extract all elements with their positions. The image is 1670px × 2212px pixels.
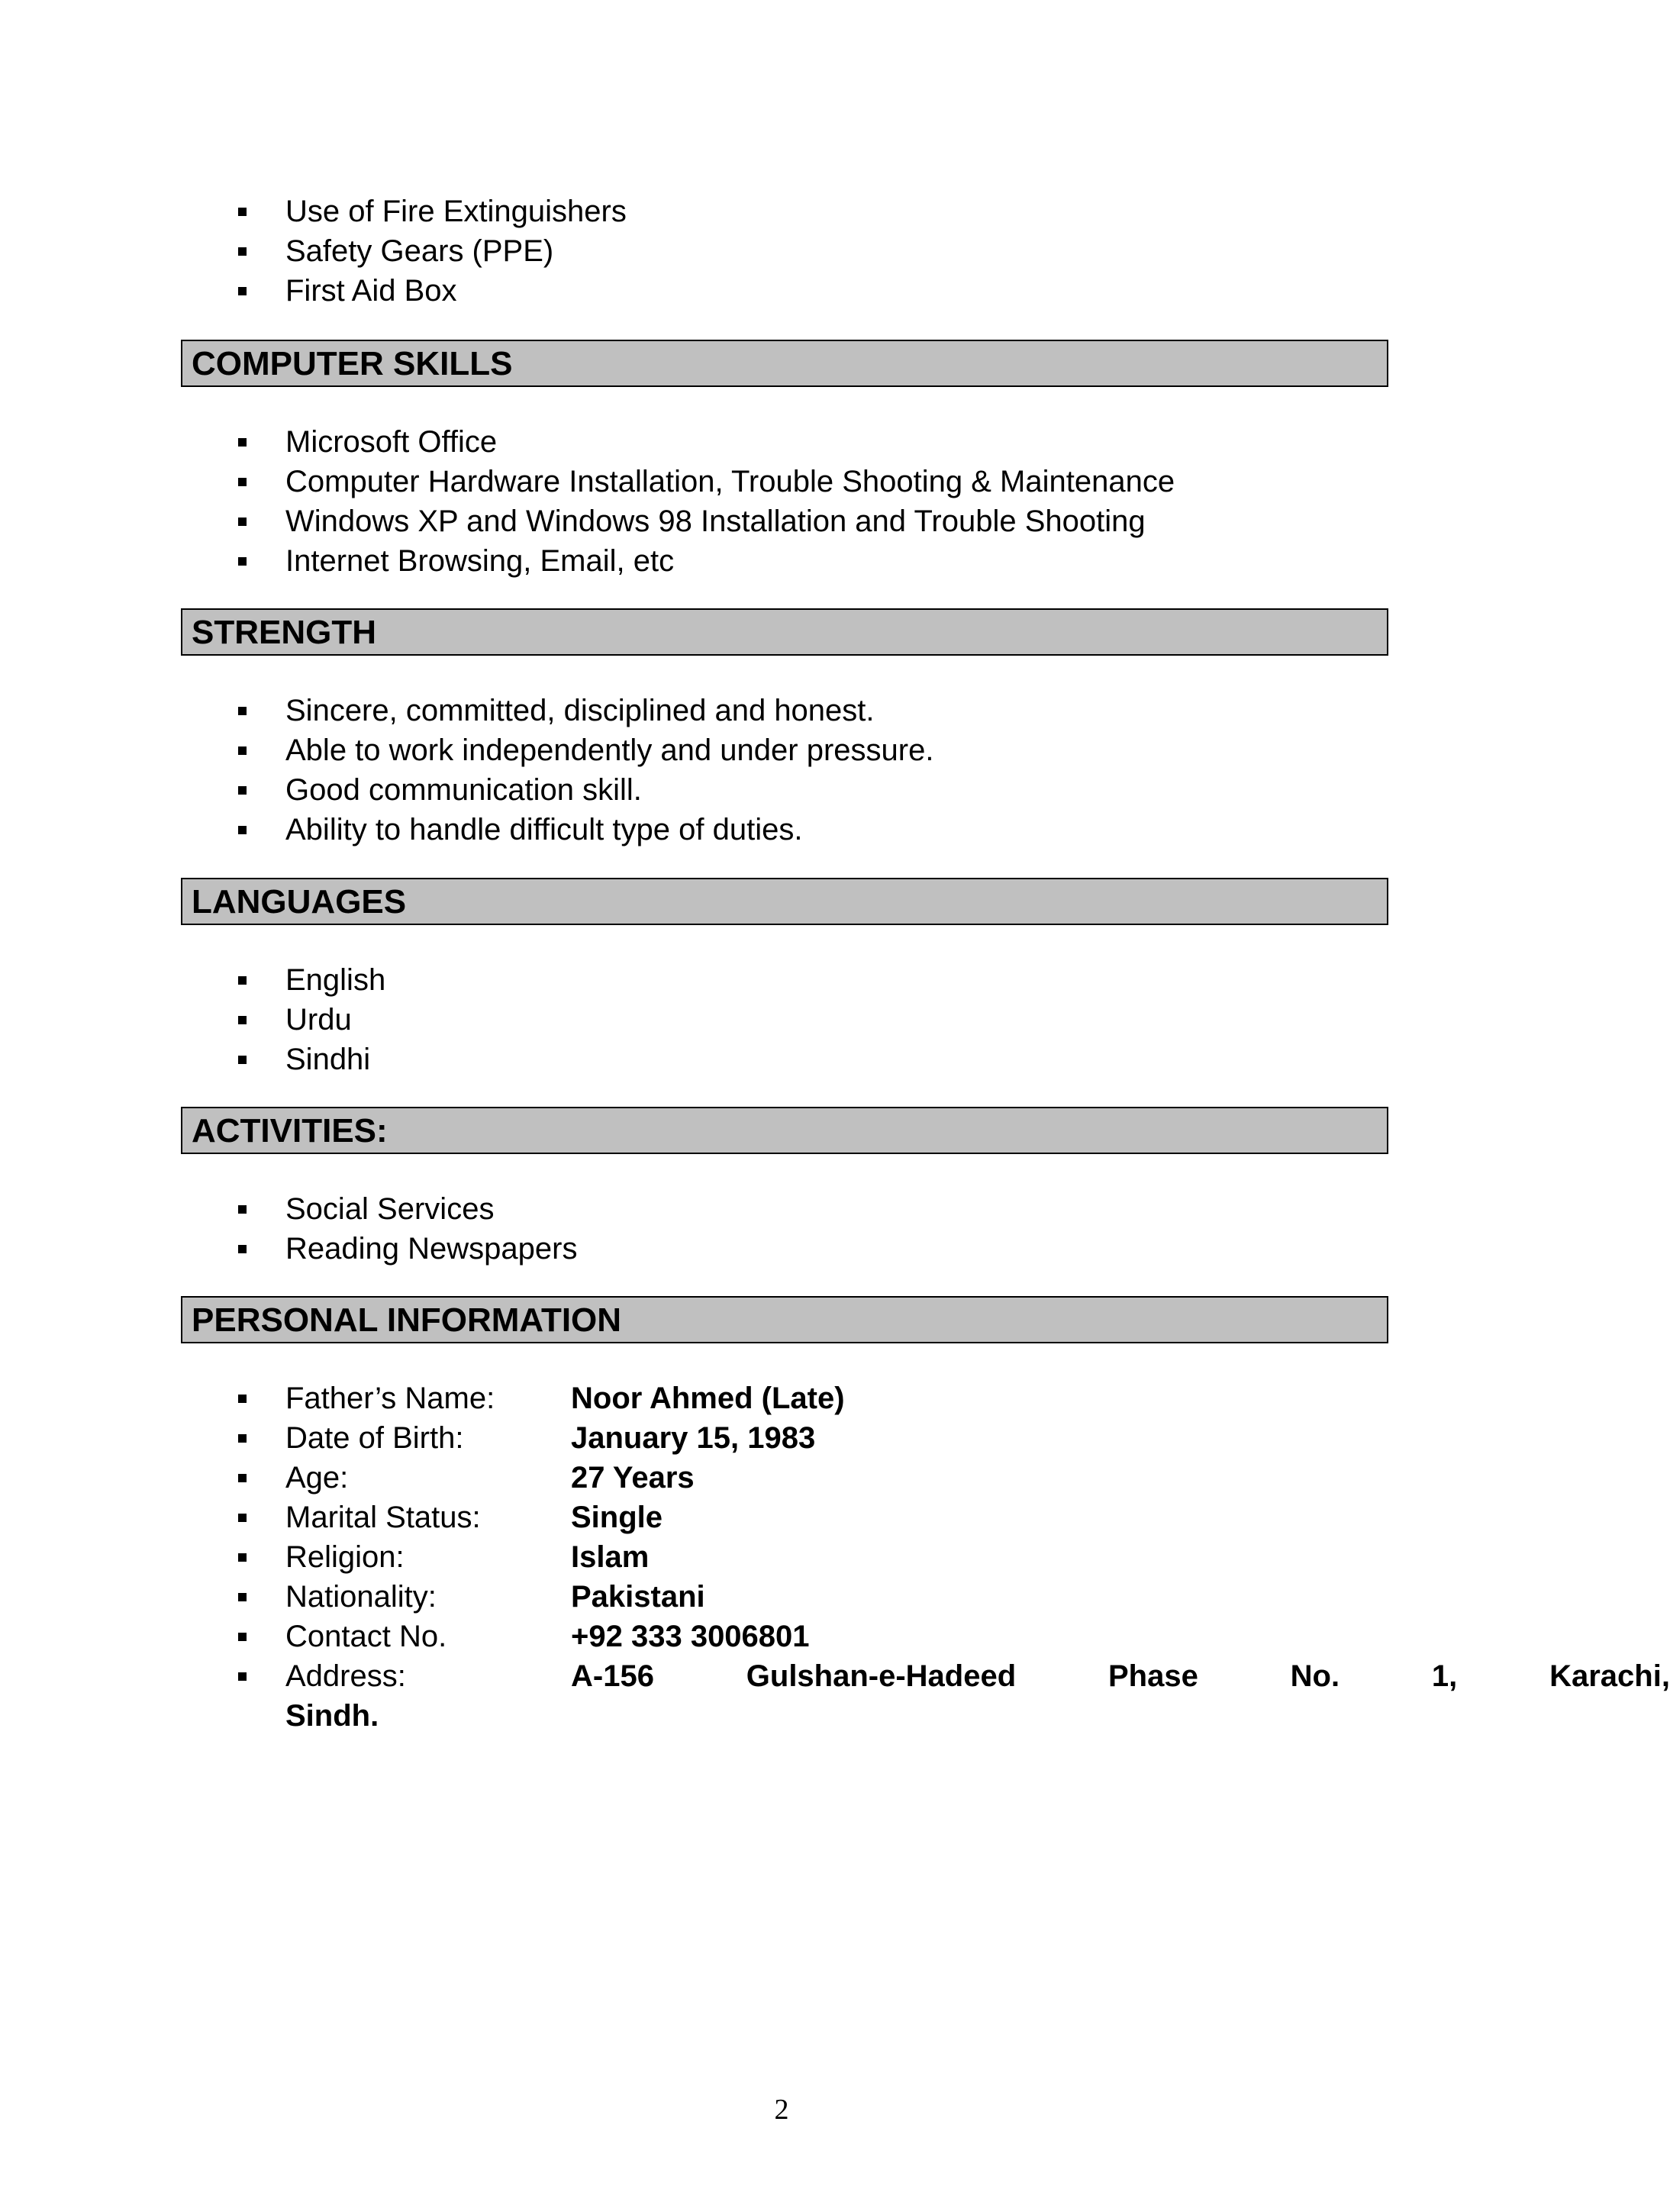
section-title: STRENGTH bbox=[192, 614, 376, 651]
page-number: 2 bbox=[774, 2094, 789, 2126]
list-item: Sincere, committed, disciplined and honest. bbox=[237, 691, 933, 730]
square-bullet-icon bbox=[238, 746, 247, 755]
square-bullet-icon bbox=[238, 1205, 247, 1214]
list-item-contact-no bbox=[237, 1617, 1670, 1656]
list-item-age bbox=[237, 1458, 1670, 1498]
field-label: Religion: bbox=[285, 1540, 405, 1574]
square-bullet-icon bbox=[238, 826, 247, 834]
field-value: Islam bbox=[571, 1540, 650, 1574]
list-item: Good communication skill. bbox=[237, 770, 933, 810]
square-bullet-icon bbox=[238, 786, 247, 795]
strength-list bbox=[237, 691, 933, 850]
square-bullet-icon bbox=[238, 1016, 247, 1024]
list-item-address bbox=[237, 1656, 1670, 1696]
list-item-fathers-name bbox=[237, 1378, 1670, 1418]
field-value: 27 Years bbox=[571, 1461, 695, 1495]
square-bullet-icon bbox=[238, 1672, 247, 1681]
section-header-languages bbox=[181, 878, 1388, 925]
field-value: January 15, 1983 bbox=[571, 1421, 816, 1455]
square-bullet-icon bbox=[238, 976, 247, 985]
personal-information-list bbox=[237, 1378, 1670, 1696]
list-item: Internet Browsing, Email, etc bbox=[237, 541, 1175, 581]
field-label: Marital Status: bbox=[285, 1501, 481, 1534]
square-bullet-icon bbox=[238, 478, 247, 486]
list-item: Reading Newspapers bbox=[237, 1229, 577, 1269]
list-item: Windows XP and Windows 98 Installation and Trouble Shooting bbox=[237, 501, 1175, 541]
section-title: LANGUAGES bbox=[192, 883, 407, 921]
square-bullet-icon bbox=[238, 707, 247, 715]
section-header-activities bbox=[181, 1107, 1388, 1154]
languages-list bbox=[237, 960, 385, 1079]
list-item-date-of-birth bbox=[237, 1418, 1670, 1458]
section-title: PERSONAL INFORMATION bbox=[192, 1301, 622, 1339]
list-item: Use of Fire Extinguishers bbox=[237, 192, 627, 231]
list-item: Safety Gears (PPE) bbox=[237, 231, 627, 271]
square-bullet-icon bbox=[238, 1593, 247, 1601]
address-value-line2: Sindh. bbox=[285, 1699, 379, 1733]
list-item-marital-status bbox=[237, 1498, 1670, 1537]
activities-list bbox=[237, 1189, 577, 1269]
list-item: English bbox=[237, 960, 385, 1000]
square-bullet-icon bbox=[238, 1474, 247, 1482]
safety-list bbox=[237, 192, 627, 311]
square-bullet-icon bbox=[238, 438, 247, 447]
list-item: Microsoft Office bbox=[237, 422, 1175, 462]
list-item: Sindhi bbox=[237, 1040, 385, 1079]
section-title: COMPUTER SKILLS bbox=[192, 345, 513, 382]
address-value-line1: A-156 Gulshan-e-Hadeed Phase No. 1, Karachi, bbox=[571, 1659, 1670, 1693]
square-bullet-icon bbox=[238, 1553, 247, 1562]
field-label: Nationality: bbox=[285, 1580, 437, 1614]
field-label: Address: bbox=[285, 1659, 406, 1693]
list-item: Urdu bbox=[237, 1000, 385, 1040]
field-label: Father’s Name: bbox=[285, 1382, 495, 1415]
field-label: Age: bbox=[285, 1461, 349, 1495]
field-value: Single bbox=[571, 1501, 663, 1534]
list-item: Social Services bbox=[237, 1189, 577, 1229]
square-bullet-icon bbox=[238, 557, 247, 566]
square-bullet-icon bbox=[238, 1056, 247, 1064]
field-label: Contact No. bbox=[285, 1620, 447, 1653]
field-label: Date of Birth: bbox=[285, 1421, 464, 1455]
square-bullet-icon bbox=[238, 1434, 247, 1443]
square-bullet-icon bbox=[238, 518, 247, 526]
computer-skills-list bbox=[237, 422, 1175, 581]
list-item: Ability to handle difficult type of duties. bbox=[237, 810, 933, 850]
list-item: Able to work independently and under pressure. bbox=[237, 730, 933, 770]
list-item-nationality bbox=[237, 1577, 1670, 1617]
section-header-personal-information bbox=[181, 1296, 1388, 1343]
square-bullet-icon bbox=[238, 1514, 247, 1522]
square-bullet-icon bbox=[238, 247, 247, 256]
list-item: Computer Hardware Installation, Trouble Shooting & Maintenance bbox=[237, 462, 1175, 501]
section-title: ACTIVITIES: bbox=[192, 1112, 388, 1150]
square-bullet-icon bbox=[238, 208, 247, 216]
field-value: Noor Ahmed (Late) bbox=[571, 1382, 845, 1415]
square-bullet-icon bbox=[238, 1633, 247, 1641]
field-value: +92 333 3006801 bbox=[571, 1620, 810, 1653]
square-bullet-icon bbox=[238, 1395, 247, 1403]
list-item: First Aid Box bbox=[237, 271, 627, 311]
section-header-strength bbox=[181, 608, 1388, 656]
field-value: Pakistani bbox=[571, 1580, 705, 1614]
section-header-computer-skills bbox=[181, 340, 1388, 387]
square-bullet-icon bbox=[238, 1245, 247, 1253]
square-bullet-icon bbox=[238, 287, 247, 295]
list-item-religion bbox=[237, 1537, 1670, 1577]
